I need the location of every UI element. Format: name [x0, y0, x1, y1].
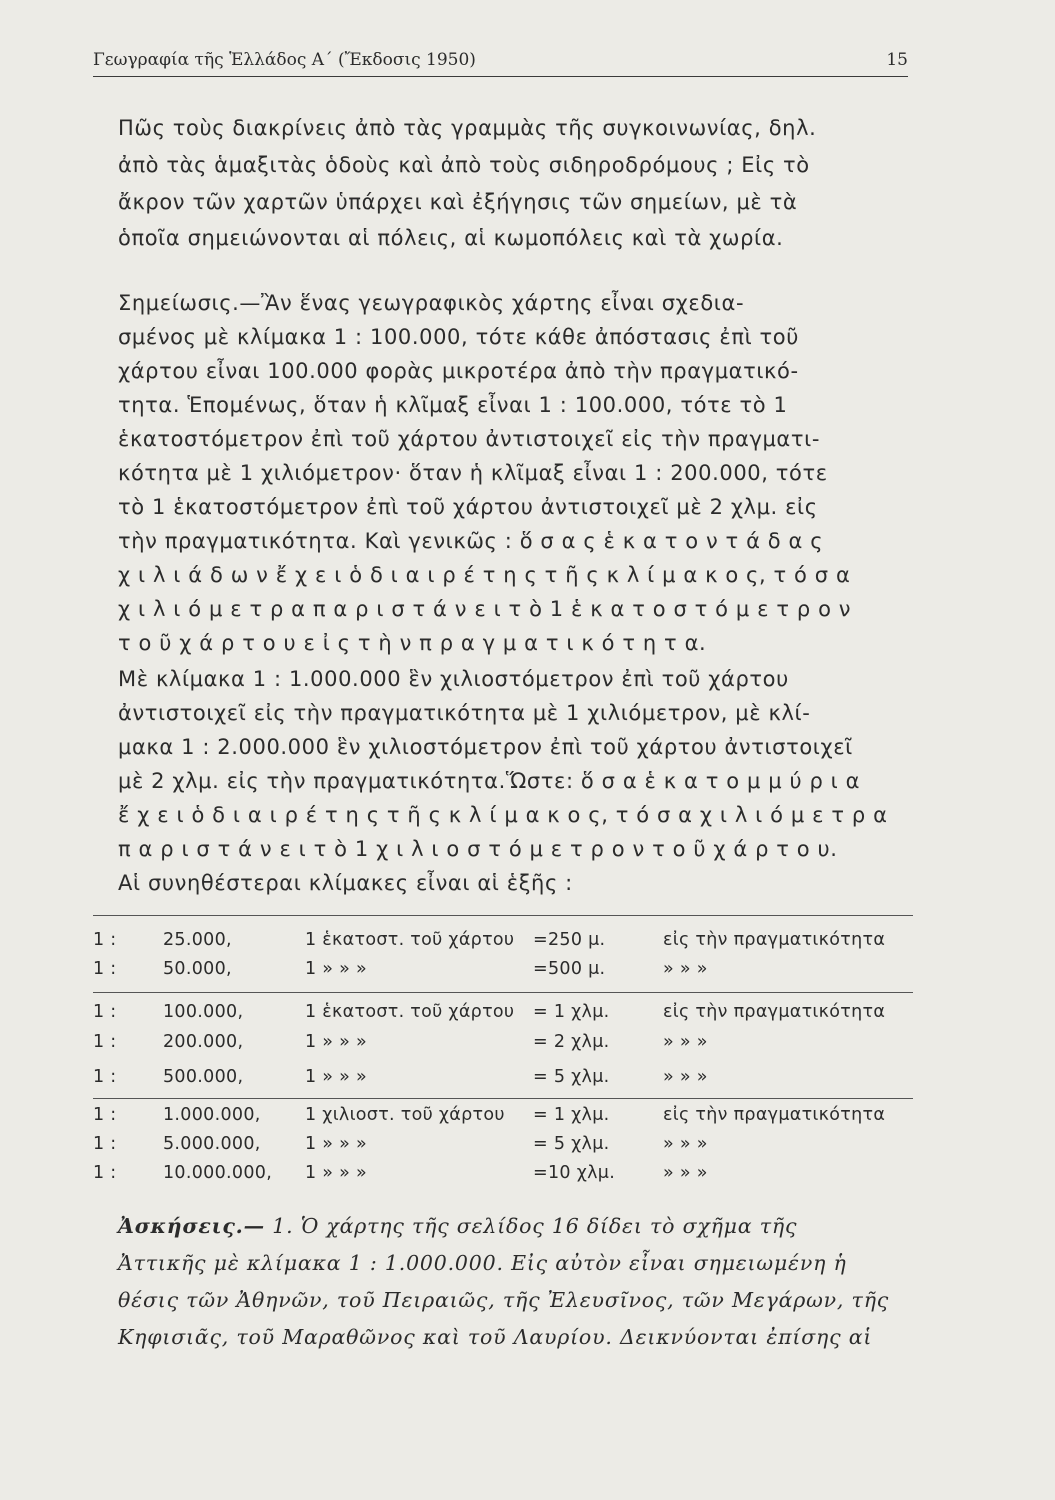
table-rule — [93, 1098, 913, 1099]
equals-cell: = 5 χλμ. — [533, 1067, 610, 1087]
text-line: π α ρ ι σ τ ά ν ε ι τ ὸ 1 χ ι λ ι ο σ τ ό μ ε τ ρ ο ν τ ο ῦ χ ά ρ τ ο υ. — [118, 837, 838, 861]
text-line: τητα. Ἑπομένως, ὅταν ἡ κλῖμαξ εἶναι 1 : 100.000, τότε τὸ 1 — [118, 393, 788, 417]
text-line: Μὲ κλίμακα 1 : 1.000.000 ἓν χιλιοστόμετρον ἐπὶ τοῦ χάρτου — [118, 667, 789, 691]
reality-cell: » » » — [663, 1067, 708, 1087]
text-line: τ ο ῦ χ ά ρ τ ο υ ε ἰ ς τ ὴ ν π ρ α γ μ α τ ι κ ό τ η τ α. — [118, 631, 707, 655]
ratio-cell: 1 : — [93, 1105, 117, 1125]
text-line: ἔ χ ε ι ὁ δ ι α ι ρ έ τ η ς τ ῆ ς κ λ ί μ α κ ο ς, τ ό σ α χ ι λ ι ό μ ε τ ρ α — [118, 803, 888, 827]
exercise-line: Κηφισιᾶς, τοῦ Μαραθῶνος καὶ τοῦ Λαυρίου. Δεικνύονται ἐπίσης αἱ — [118, 1325, 873, 1349]
reality-cell: » » » — [663, 959, 708, 979]
reality-cell: » » » — [663, 1032, 708, 1052]
text-line: ἑκατοστόμετρον ἐπὶ τοῦ χάρτου ἀντιστοιχεῖ εἰς τὴν πραγματι- — [118, 427, 820, 451]
ratio-cell: 1 : — [93, 1032, 117, 1052]
scale-cell: 200.000, — [163, 1032, 244, 1052]
running-header — [93, 50, 908, 77]
equals-cell: = 2 χλμ. — [533, 1032, 610, 1052]
table-rule — [93, 992, 913, 993]
table-row — [93, 930, 913, 954]
equals-cell: = 5 χλμ. — [533, 1134, 610, 1154]
ratio-cell: 1 : — [93, 1002, 117, 1022]
book-title: Γεωγραφία τῆς Ἑλλάδος Α΄ (Ἔκδοσις 1950) — [93, 50, 476, 70]
ratio-cell: 1 : — [93, 1163, 117, 1183]
text-line: μακα 1 : 2.000.000 ἓν χιλιοστόμετρον ἐπὶ τοῦ χάρτου ἀντιστοιχεῖ — [118, 735, 853, 759]
reality-cell: εἰς τὴν πραγματικότητα — [663, 1002, 886, 1022]
text-line: ἀντιστοιχεῖ εἰς τὴν πραγματικότητα μὲ 1 χιλιόμετρον, μὲ κλί- — [118, 701, 811, 725]
table-row — [93, 1002, 913, 1026]
unit-cell: 1 ἑκατοστ. τοῦ χάρτου — [305, 1002, 515, 1022]
table-row — [93, 1032, 913, 1056]
table-row — [93, 1067, 913, 1091]
scale-cell: 25.000, — [163, 930, 232, 950]
reality-cell: » » » — [663, 1134, 708, 1154]
unit-cell: 1 » » » — [305, 959, 368, 979]
text-line: κότητα μὲ 1 χιλιόμετρον· ὅταν ἡ κλῖμαξ εἶναι 1 : 200.000, τότε — [118, 461, 828, 485]
exercises-heading: Ἀσκήσεις.— — [118, 1214, 265, 1238]
text-line: ἄκρον τῶν χαρτῶν ὑπάρχει καὶ ἐξήγησις τῶν σημείων, μὲ τὰ — [118, 190, 798, 214]
scale-cell: 50.000, — [163, 959, 232, 979]
unit-cell: 1 » » » — [305, 1067, 368, 1087]
text-line: χ ι λ ι ά δ ω ν ἔ χ ε ι ὁ δ ι α ι ρ έ τ η ς τ ῆ ς κ λ ί μ α κ ο ς, τ ό σ α — [118, 563, 851, 587]
text-line: Σημείωσις.—Ἂν ἕνας γεωγραφικὸς χάρτης εἶναι σχεδια- — [118, 291, 745, 315]
scale-cell: 10.000.000, — [163, 1163, 273, 1183]
equals-cell: = 1 χλμ. — [533, 1002, 610, 1022]
table-rule — [93, 915, 913, 916]
text-line: χάρτου εἶναι 100.000 φορὰς μικροτέρα ἀπὸ τὴν πραγματικό- — [118, 359, 799, 383]
unit-cell: 1 » » » — [305, 1134, 368, 1154]
text-line: Πῶς τοὺς διακρίνεις ἀπὸ τὰς γραμμὰς τῆς συγκοινωνίας, δηλ. — [118, 116, 817, 140]
text-line: μὲ 2 χλμ. εἰς τὴν πραγματικότητα.Ὥστε: ὅ σ α ἑ κ α τ ο μ μ ύ ρ ι α — [118, 769, 861, 793]
exercise-line: Ἀττικῆς μὲ κλίμακα 1 : 1.000.000. Εἰς αὐτὸν εἶναι σημειωμένη ἡ — [118, 1251, 847, 1275]
equals-cell: =10 χλμ. — [533, 1163, 616, 1183]
ratio-cell: 1 : — [93, 1134, 117, 1154]
scale-cell: 5.000.000, — [163, 1134, 261, 1154]
scale-cell: 100.000, — [163, 1002, 244, 1022]
table-row — [93, 959, 913, 983]
unit-cell: 1 » » » — [305, 1032, 368, 1052]
text-line: χ ι λ ι ό μ ε τ ρ α π α ρ ι σ τ ά ν ε ι τ ὸ 1 ἑ κ α τ ο σ τ ό μ ε τ ρ ο ν — [118, 597, 852, 621]
page-number: 15 — [886, 50, 908, 70]
text-line: σμένος μὲ κλίμακα 1 : 100.000, τότε κάθε ἀπόστασις ἐπὶ τοῦ — [118, 325, 799, 349]
equals-cell: = 1 χλμ. — [533, 1105, 610, 1125]
scale-cell: 500.000, — [163, 1067, 244, 1087]
table-row — [93, 1134, 913, 1158]
unit-cell: 1 ἑκατοστ. τοῦ χάρτου — [305, 930, 515, 950]
ratio-cell: 1 : — [93, 1067, 117, 1087]
equals-cell: =250 μ. — [533, 930, 606, 950]
scale-cell: 1.000.000, — [163, 1105, 261, 1125]
unit-cell: 1 χιλιοστ. τοῦ χάρτου — [305, 1105, 505, 1125]
text-line: τὸ 1 ἑκατοστόμετρον ἐπὶ τοῦ χάρτου ἀντιστοιχεῖ μὲ 2 χλμ. εἰς — [118, 495, 818, 519]
text-line: ὁποῖα σημειώνονται αἱ πόλεις, αἱ κωμοπόλεις καὶ τὰ χωρία. — [118, 226, 784, 250]
text-line: ἀπὸ τὰς ἁμαξιτὰς ὁδοὺς καὶ ἀπὸ τοὺς σιδηροδρόμους ; Εἰς τὸ — [118, 153, 810, 177]
table-row — [93, 1105, 913, 1129]
reality-cell: εἰς τὴν πραγματικότητα — [663, 930, 886, 950]
ratio-cell: 1 : — [93, 930, 117, 950]
text-line: τὴν πραγματικότητα. Καὶ γενικῶς : ὅ σ α ς ἑ κ α τ ο ν τ ά δ α ς — [118, 529, 824, 553]
reality-cell: εἰς τὴν πραγματικότητα — [663, 1105, 886, 1125]
exercise-line: θέσις τῶν Ἀθηνῶν, τοῦ Πειραιῶς, τῆς Ἐλευσῖνος, τῶν Μεγάρων, τῆς — [118, 1288, 890, 1312]
exercise-text: 1. Ὁ χάρτης τῆς σελίδος 16 δίδει τὸ σχῆμα τῆς — [272, 1214, 798, 1238]
exercise-line — [118, 1214, 797, 1238]
text-line: Αἱ συνηθέστεραι κλίμακες εἶναι αἱ ἑξῆς : — [118, 871, 573, 895]
ratio-cell: 1 : — [93, 959, 117, 979]
equals-cell: =500 μ. — [533, 959, 606, 979]
reality-cell: » » » — [663, 1163, 708, 1183]
table-row — [93, 1163, 913, 1187]
unit-cell: 1 » » » — [305, 1163, 368, 1183]
